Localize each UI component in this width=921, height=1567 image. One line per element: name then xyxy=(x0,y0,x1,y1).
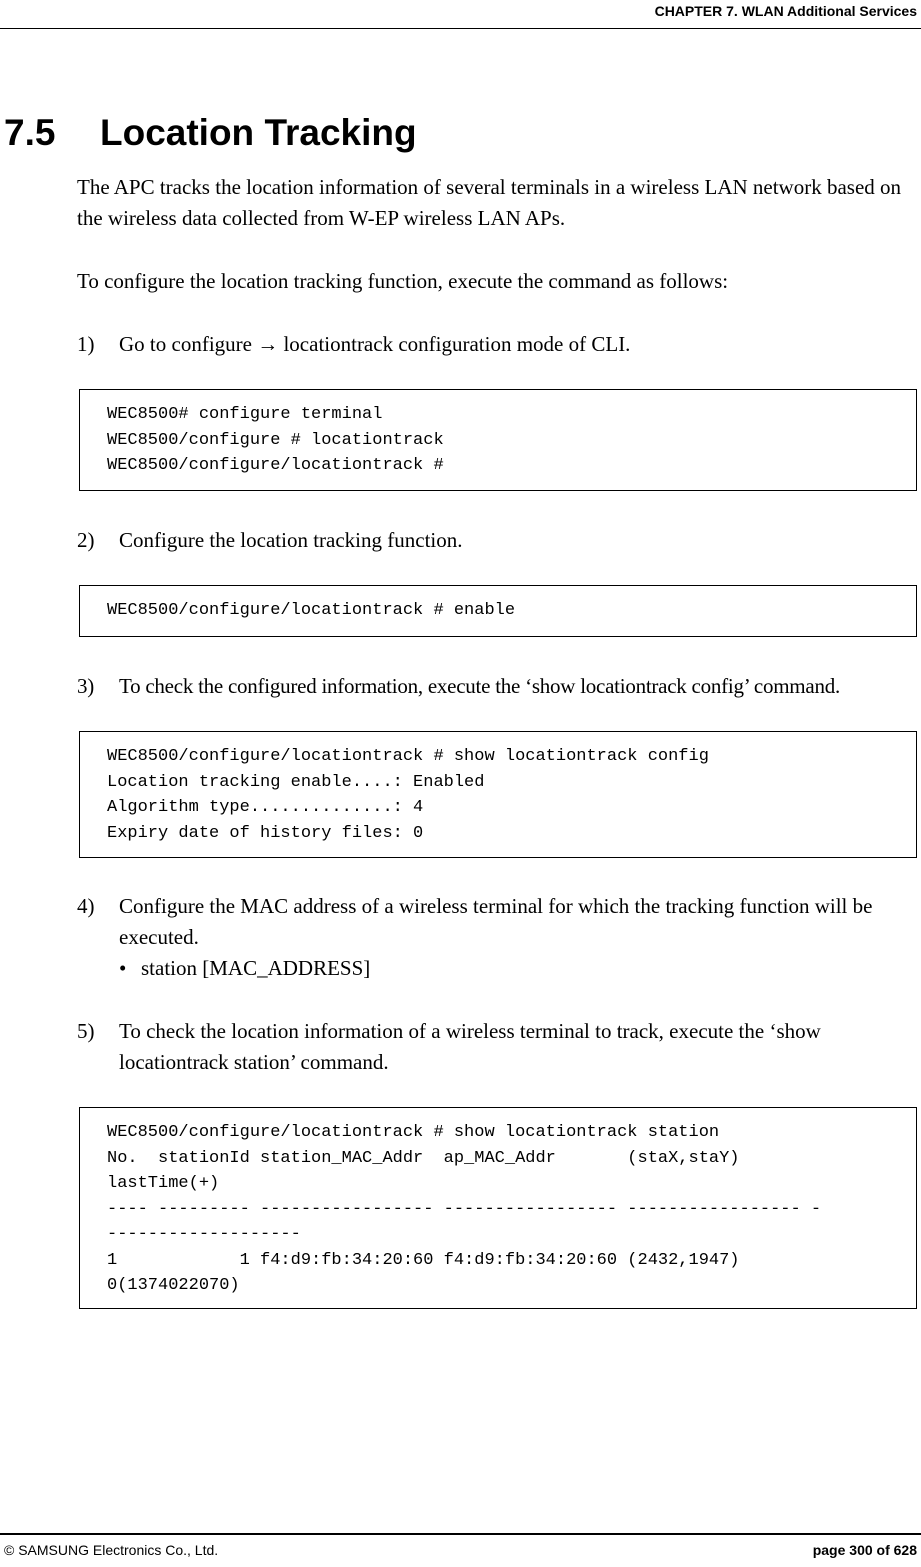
step-number: 1) xyxy=(77,332,95,356)
page-number: page 300 of 628 xyxy=(812,1542,917,1558)
step-2 xyxy=(77,525,915,556)
step-number: 2) xyxy=(77,528,95,552)
step-text: To check the configured information, execute the ‘show locationtrack config’ command. xyxy=(119,674,840,698)
instruction-paragraph: To configure the location tracking function, execute the command as follows: xyxy=(77,269,729,293)
step-text: Configure the MAC address of a wireless terminal for which the tracking function will be executed. xyxy=(119,894,873,949)
code-block-show-station: WEC8500/configure/locationtrack # show locationtrack station No. stationId station_MAC_Addr ap_MAC_Addr (staX,staY) lastTime(+) ---- --------- ----------------- ----------------- ----------------- - ------------------- 1 1 f4:d9:fb:34:20:60 f4:d9:fb:34:20:60 (2432,1947) 0(1374022070) xyxy=(79,1107,917,1309)
step-number: 5) xyxy=(77,1019,95,1043)
intro-paragraph: The APC tracks the location information of several terminals in a wireless LAN network based on the wireless data collected from W-EP wireless LAN APs. xyxy=(77,175,902,230)
section-heading xyxy=(4,112,417,154)
code-block-show-config: WEC8500/configure/locationtrack # show locationtrack config Location tracking enable....: Enabled Algorithm type..............: 4 Expiry date of history files: 0 xyxy=(79,731,917,858)
page-footer xyxy=(0,1533,921,1567)
bullet-mark: • xyxy=(119,956,127,980)
step-3 xyxy=(77,671,915,702)
step-1 xyxy=(77,329,915,360)
step-number: 3) xyxy=(77,674,94,698)
step-text: Configure the location tracking function. xyxy=(119,528,463,552)
step-number: 4) xyxy=(77,894,95,918)
code-block-enable: WEC8500/configure/locationtrack # enable xyxy=(79,585,917,637)
copyright: © SAMSUNG Electronics Co., Ltd. xyxy=(4,1542,219,1558)
bullet-item xyxy=(119,953,370,984)
section-title: Location Tracking xyxy=(100,112,417,153)
section-number: 7.5 xyxy=(4,112,56,153)
step-5 xyxy=(77,1016,915,1078)
step-text: To check the location information of a wireless terminal to track, execute the ‘show locationtrack station’ command. xyxy=(119,1019,821,1074)
page-header xyxy=(0,0,921,29)
chapter-title: CHAPTER 7. WLAN Additional Services xyxy=(654,3,917,19)
bullet-text: station [MAC_ADDRESS] xyxy=(141,956,371,980)
code-block-configure: WEC8500# configure terminal WEC8500/configure # locationtrack WEC8500/configure/locationtrack # xyxy=(79,389,917,491)
step-4 xyxy=(77,891,915,953)
step-text: Go to configure → locationtrack configuration mode of CLI. xyxy=(119,332,631,356)
